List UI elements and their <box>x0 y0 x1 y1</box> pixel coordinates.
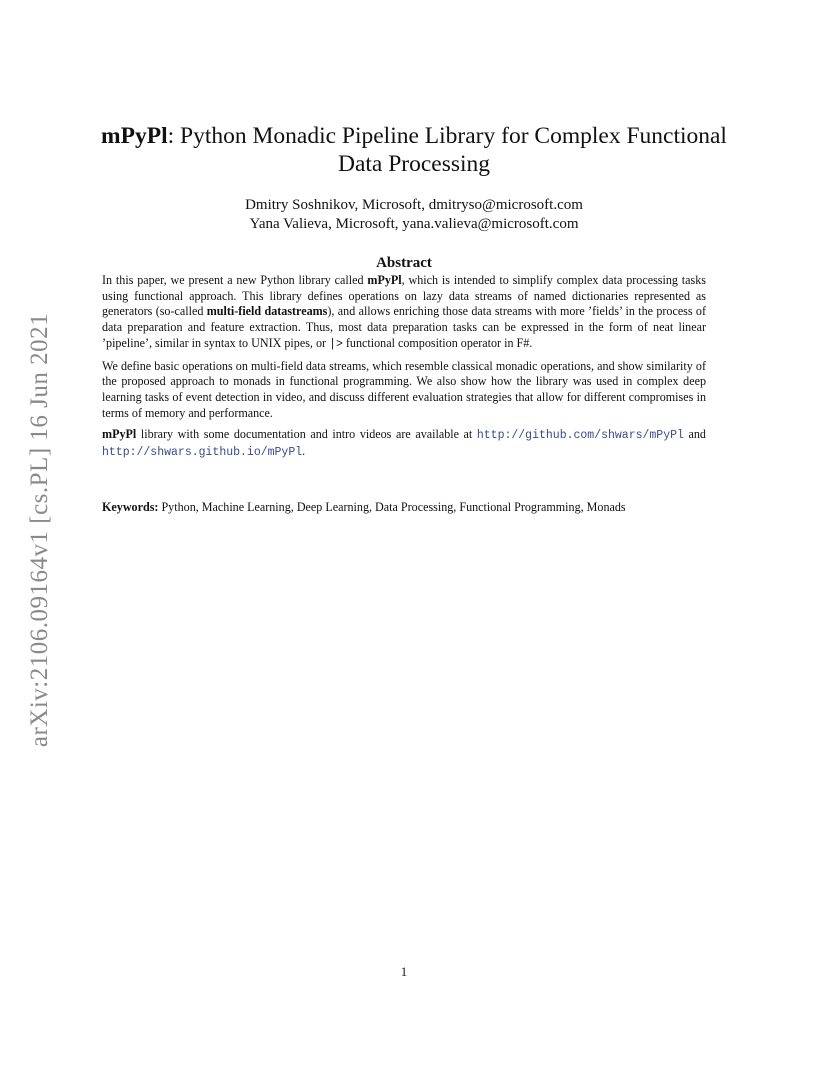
abstract-text: , which is intended to simplify complex data processing tasks using functional approach. This library defines operations on lazy data streams of named dictionaries represented as generators (so-called <box>102 273 706 319</box>
keywords-label: Keywords: <box>102 500 159 514</box>
abstract-paragraph <box>102 427 706 460</box>
keywords-text: Python, Machine Learning, Deep Learning, Data Processing, Functional Programming, Monads <box>158 500 626 514</box>
inline-code: |> <box>329 337 343 351</box>
title-line-2: Data Processing <box>337 151 491 177</box>
abstract-heading: Abstract <box>376 255 432 271</box>
abstract-bold-term: multi-field datastreams <box>206 304 328 319</box>
abstract-body <box>102 273 706 467</box>
paper-title <box>0 122 828 178</box>
docs-link[interactable]: http://shwars.github.io/mPyPl <box>102 446 303 460</box>
abstract-bold-term: mPyPl <box>367 273 402 287</box>
abstract-text: functional composition operator in F#. <box>342 335 533 350</box>
title-text: : Python Monadic Pipeline Library for Complex Functional <box>167 123 727 149</box>
title-library-name: mPyPl <box>101 123 168 149</box>
abstract-text: library with some documentation and intro videos are available at <box>136 427 477 442</box>
abstract-bold-term: mPyPl <box>102 427 137 442</box>
abstract-paragraph: We define basic operations on multi-field data streams, which resemble classical monadic operations, and show similarity of the proposed approach to monads in functional programming. We also show how the library was used in complex deep learning tasks of event detection in video, and discuss different evaluation strategies that allow for different compromises in terms of memory and performance. <box>102 358 706 420</box>
author-line: Yana Valieva, Microsoft, yana.valieva@microsoft.com <box>249 216 579 232</box>
abstract-text: . <box>302 444 306 459</box>
github-link[interactable]: http://github.com/shwars/mPyPl <box>476 429 684 443</box>
author-block <box>0 196 828 234</box>
abstract-paragraph <box>102 273 706 353</box>
abstract-text: In this paper, we present a new Python library called <box>102 273 368 287</box>
author-line: Dmitry Soshnikov, Microsoft, dmitryso@microsoft.com <box>245 197 583 213</box>
arxiv-stamp: arXiv:2106.09164v1 [cs.PL] 16 Jun 2021 <box>26 312 53 748</box>
page-number: 1 <box>400 965 408 979</box>
abstract-text: and <box>683 427 706 442</box>
keywords <box>102 500 706 516</box>
abstract-text: ), and allows enriching those data streams with more ’fields’ in the process of data preparation and feature extraction. Thus, most data preparation tasks can be expressed in the form of neat linear ’pipeline’, similar in syntax to UNIX pipes, or <box>102 304 707 350</box>
